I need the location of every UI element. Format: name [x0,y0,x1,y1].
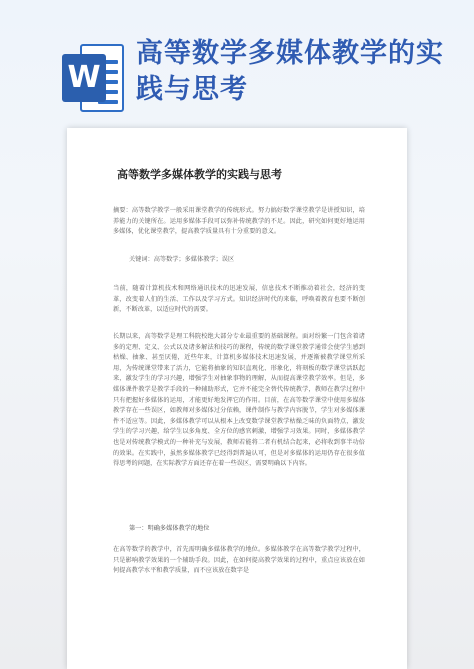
word-document-icon [62,44,126,114]
body-paragraph: 长期以来，高等数学是理工科院校绝大部分专业最重要的基础课程。面对纷繁一门包含着诸多的定理、定义、公式以及诸多解法和技巧的课程，传统的数学课堂教学通常会使学生感到枯燥、抽象、甚至厌倦，近些年来，计算机多媒体技术迅速发展，并逐渐被教学课堂所采用，为传统课堂带来了活力，它能将抽象的知识直观化、形象化，将刻板的数学课堂活跃起来，激发学生的学习兴趣，增强学生对抽象事物的理解，从而提高课堂教学效率。但是，多媒体课件教学是教学手段的一种辅助形式，它并不能完全替代传统教学，教师在教学过程中只有把握好多媒体的运用，才能更好地发挥它的作用。目前，在高等数学课堂中使用多媒体教学存在一些误区，如教师对多媒体过分依赖，课件制作与教学内容脱节，学生对多媒体课件不适应等。因此，多媒体教学可以从根本上改变数学课堂教学枯燥乏味的负面特点，激发学生的学习兴趣，给学生以多角度、全方位的感官刺激，增强学习效果。同时，多媒体教学也是对传统教学模式的一种补充与发展，教师若能将二者有机结合起来，必将收到事半功倍的效果。在实践中，虽然多媒体教学已经得到普遍认可，但是对多媒体的运用仍存在很多值得思考的问题，在实际教学方面还存在着一些误区，需要明确以下内容。 [113,333,365,468]
section-heading: 第一：明确多媒体教学的地位 [129,525,210,532]
word-letter-badge: W [62,54,106,102]
banner-title: 高等数学多媒体教学的实践与思考 [136,38,444,105]
section-paragraph: 在高等数学的教学中，首先需明确多媒体教学的地位。多媒体教学在高等数学教学过程中，只是影响教学效果的一个辅助手段。因此，在如何提高教学效果的过程中，重点应该放在如何提高教学水平和教学质量，而不应该放在数字是 [113,546,365,575]
abstract-paragraph: 摘要：高等数学教学一般采用课堂教学的传统形式。努力搞好数学课堂教学是讲授知识，培养能力的关键所在。运用多媒体手段可以弥补传统教学的不足。因此，研究如何更好地运用多媒体，优化课堂教学，提高教学质量具有十分重要的意义。 [113,207,365,236]
document-page [67,128,407,669]
intro-paragraph: 当前，随着计算机技术和网络通讯技术的迅速发展，信息技术不断推动着社会，经济的变革，改变着人们的生活、工作以及学习方式。知识经济时代的来临，呼唤着教育也要不断创新，不断改革，以适应时代的需要。 [113,285,365,314]
document-banner [0,0,474,130]
document-title: 高等数学多媒体教学的实践与思考 [117,168,282,181]
keywords-line: 关键词：高等数学；多媒体教学；误区 [129,256,235,263]
